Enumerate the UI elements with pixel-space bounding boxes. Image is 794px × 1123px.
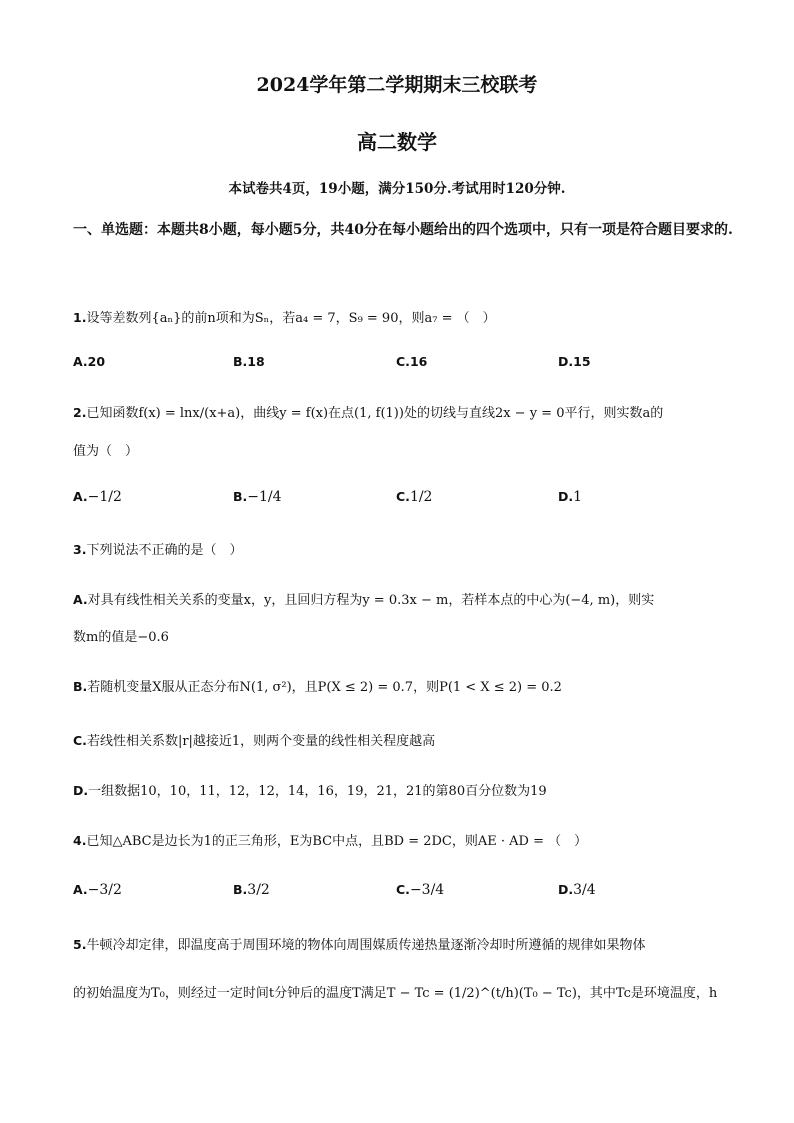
question-3-option-c: C.若线性相关系数|r|越接近1，则两个变量的线性相关程度越高 <box>73 733 436 749</box>
question-2-option-d: D.1 <box>558 489 583 505</box>
question-4-stem: 4.已知△ABC是边长为1的正三角形，E为BC中点，且BD = 2DC，则AE · AD = （ ） <box>73 833 588 849</box>
question-3-text: 下列说法不正确的是（ ） <box>86 543 243 558</box>
exam-subject: 高二数学 <box>357 130 437 154</box>
section-heading: 一、单选题：本题共8小题，每小题5分，共40分在每小题给出的四个选项中，只有一项是符合题目要求的. <box>73 222 733 238</box>
question-2-option-a: A.−1/2 <box>73 489 122 505</box>
question-3-stem: 3.下列说法不正确的是（ ） <box>73 542 243 558</box>
question-2-stem-line1: 2.已知函数f(x) = lnx/(x+a)，曲线y = f(x)在点(1, f(1))处的切线与直线2x − y = 0平行，则实数a的 <box>73 405 664 421</box>
question-1-option-b: B.18 <box>233 354 265 369</box>
question-3-option-b: B.若随机变量X服从正态分布N(1, σ²)，且P(X ≤ 2) = 0.7，则P(1 < X ≤ 2) = 0.2 <box>73 679 562 695</box>
question-3-option-d: D.一组数据10，10，11，12，12，14，16，19，21，21的第80百分位数为19 <box>73 783 547 799</box>
question-2-stem-line2: 值为（ ） <box>73 444 139 459</box>
question-2-text: 已知函数f(x) = lnx/(x+a)，曲线y = f(x)在点(1, f(1))处的切线与直线2x − y = 0平行，则实数a的 <box>86 406 664 421</box>
question-5-text: 牛顿冷却定律，即温度高于周围环境的物体向周围媒质传递热量逐渐冷却时所遵循的规律如果物体 <box>86 938 646 953</box>
question-4-option-d: D.3/4 <box>558 882 596 898</box>
question-4-option-a: A.−3/2 <box>73 882 122 898</box>
exam-info: 本试卷共4页，19小题，满分150分.考试用时120分钟. <box>228 181 566 197</box>
question-1-option-c: C.16 <box>396 354 428 369</box>
question-1-text: 设等差数列{aₙ}的前n项和为Sₙ，若a₄ = 7，S₉ = 90，则a₇ = （ ） <box>86 311 496 326</box>
question-1-option-a: A.20 <box>73 354 106 369</box>
question-1-option-d: D.15 <box>558 354 591 369</box>
exam-title: 2024学年第二学期期末三校联考 <box>256 74 538 96</box>
question-4-text: 已知△ABC是边长为1的正三角形，E为BC中点，且BD = 2DC，则AE · AD = （ ） <box>86 834 588 849</box>
question-5-stem-line2: 的初始温度为T₀，则经过一定时间t分钟后的温度T满足T − Tc = (1/2)^(t/h)(T₀ − Tc)，其中Tc是环境温度，h <box>73 986 718 1001</box>
question-4-option-b: B.3/2 <box>233 882 270 898</box>
question-1-stem: 1.设等差数列{aₙ}的前n项和为Sₙ，若a₄ = 7，S₉ = 90，则a₇ = （ ） <box>73 310 496 326</box>
question-3-option-a-line1: A.对具有线性相关关系的变量x，y，且回归方程为y = 0.3x − m，若样本点的中心为(−4, m)，则实 <box>73 592 655 608</box>
question-4-option-c: C.−3/4 <box>396 882 445 898</box>
question-3-option-a-line2: 数m的值是−0.6 <box>73 630 169 645</box>
question-5-stem-line1: 5.牛顿冷却定律，即温度高于周围环境的物体向周围媒质传递热量逐渐冷却时所遵循的规律如果物体 <box>73 937 646 953</box>
question-2-option-c: C.1/2 <box>396 489 433 505</box>
question-2-option-b: B.−1/4 <box>233 489 282 505</box>
